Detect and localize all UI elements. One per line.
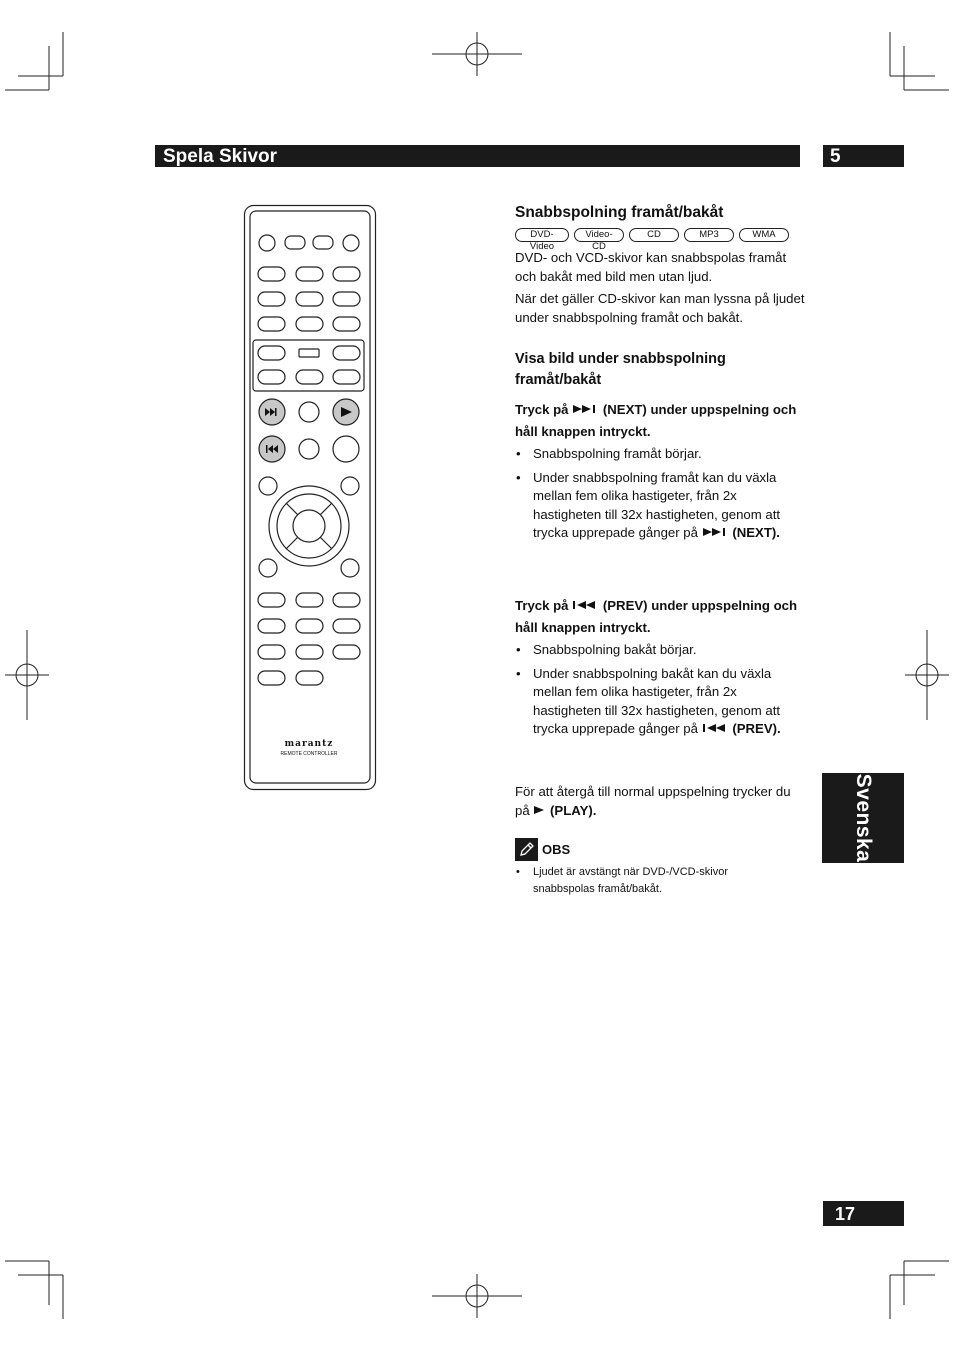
- play-icon: [533, 805, 546, 815]
- section-title: Snabbspolning framåt/bakåt: [515, 204, 724, 221]
- next-track-icon: [702, 527, 729, 537]
- next-instruction-pre: Tryck på: [515, 402, 569, 417]
- next-bullet-2-text: Under snabbspolning framåt kan du växla mellan fem olika hastigeter, från 2x hastigheten till 32x hastigheten, genom att trycka upprepade gånger på: [533, 469, 781, 540]
- next-bullet-list: [515, 445, 805, 548]
- page-title: Spela Skivor: [163, 146, 278, 167]
- list-item: [515, 665, 805, 739]
- language-tab-label: Svenska: [852, 773, 875, 863]
- next-bullet-2-end: (NEXT).: [732, 525, 780, 540]
- remote-caption: REMOTE CONTROLLER: [280, 751, 338, 757]
- next-bullet-1-text: Snabbspolning framåt börjar.: [533, 446, 702, 461]
- return-end: (PLAY).: [550, 802, 597, 818]
- badge-wma: WMA: [739, 228, 789, 242]
- badge-dvd-video: DVD-Video: [515, 228, 569, 242]
- pencil-icon: [515, 838, 538, 861]
- next-instruction: [515, 399, 805, 443]
- remote-prev-button: [259, 436, 285, 462]
- prev-instruction-pre: Tryck på: [515, 598, 569, 613]
- return-text: För att återgå till normal uppspelning trycker du på: [515, 784, 791, 818]
- remote-next-button: [259, 399, 285, 425]
- language-tab: [822, 773, 904, 863]
- prev-bullet-list: [515, 641, 805, 744]
- page-number-text: 17: [835, 1204, 856, 1224]
- prev-instruction: [515, 595, 805, 639]
- note-list: [515, 864, 765, 903]
- note-item-text: Ljudet är avstängt när DVD-/VCD-skivor snabbspolas framåt/bakåt.: [533, 866, 729, 895]
- note-title: OBS: [542, 842, 571, 857]
- next-track-icon: [572, 404, 599, 414]
- prev-instruction-post: (PREV) under uppspelning och håll knappen intryckt.: [515, 598, 798, 635]
- list-item: [515, 445, 805, 464]
- next-instruction-post: (NEXT) under uppspelning och håll knappen intryckt.: [515, 402, 797, 439]
- badge-cd: CD: [629, 228, 679, 242]
- prev-bullet-1-text: Snabbspolning bakåt börjar.: [533, 642, 697, 657]
- remote-control-illustration: [243, 204, 378, 792]
- remote-play-button: [333, 399, 359, 425]
- list-item: [515, 641, 805, 660]
- prev-track-icon: [702, 723, 729, 733]
- remote-brand-logo: marantz: [284, 739, 334, 749]
- page-number: [823, 1201, 904, 1226]
- chapter-number: [823, 145, 904, 167]
- prev-track-icon: [572, 600, 599, 610]
- return-paragraph: [515, 783, 805, 820]
- intro-paragraph-1: DVD- och VCD-skivor kan snabbspolas framåt och bakåt med bild men utan ljud.: [515, 250, 787, 284]
- badge-mp3: MP3: [684, 228, 734, 242]
- chapter-number-text: 5: [830, 146, 841, 167]
- intro-paragraph-2: När det gäller CD-skivor kan man lyssna på ljudet under snabbspolning framåt och bakåt.: [515, 291, 805, 325]
- badge-video-cd: Video-CD: [574, 228, 624, 242]
- prev-bullet-2-end: (PREV).: [732, 721, 781, 736]
- list-item: [515, 469, 805, 543]
- disc-type-badges: [515, 228, 789, 252]
- prev-bullet-2-text: Under snabbspolning bakåt kan du växla mellan fem olika hastigeter, från 2x hastigheten till 32x hastigheten, genom att trycka upprepade gånger på: [533, 665, 781, 736]
- note-header: [515, 838, 570, 861]
- list-item: [515, 864, 765, 898]
- subsection-title: Visa bild under snabbspolning framåt/bakåt: [515, 351, 726, 388]
